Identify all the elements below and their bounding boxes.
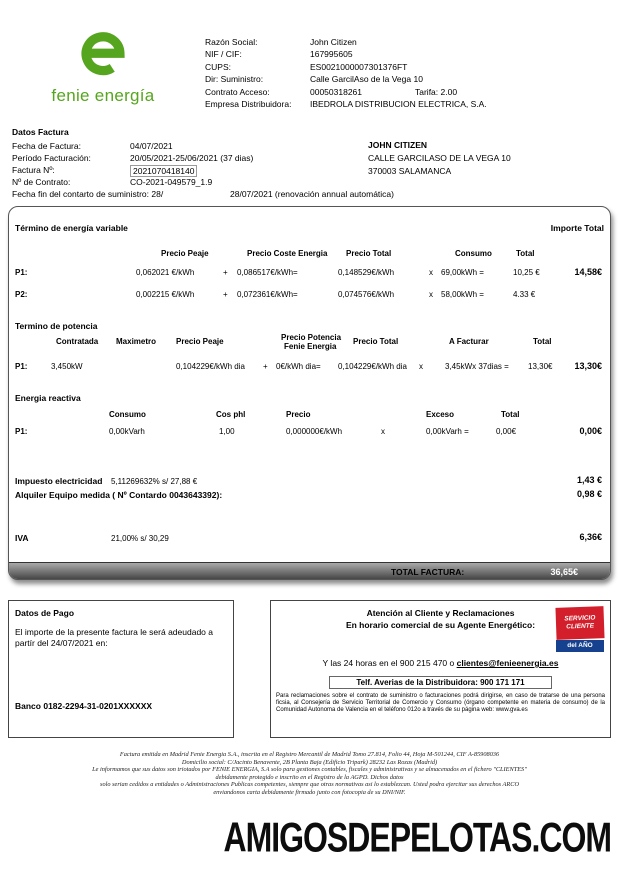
field-label: Empresa Distribuidora: [205, 98, 292, 109]
times-operator: x [429, 290, 433, 299]
p1-precio-peaje: 0,062021 €/kWh [136, 268, 195, 277]
times-operator: x [419, 362, 423, 371]
field-value: IBEDROLA DISTRIBUCION ELECTRICA, S.A. [310, 98, 487, 109]
reactiva-total: 0,00€ [496, 427, 517, 436]
potencia-row-label: P1: [15, 362, 28, 371]
factura-row-fecha [12, 141, 372, 153]
col-header-cos-phi: Cos phl [216, 410, 246, 419]
field-label: Factura Nº: [12, 165, 55, 175]
reactiva-row-label: P1: [15, 427, 28, 436]
p1-precio-total: 0,148529€/kWh [338, 268, 395, 277]
p2-precio-total: 0,074576€/kWh [338, 290, 395, 299]
iva-importe: 6,36€ [579, 532, 602, 542]
p1-row-label: P1: [15, 268, 28, 277]
field-label: Nº de Contrato: [12, 177, 71, 187]
col-header-maximetro: Maximetro [116, 337, 157, 346]
col-header-consumo: Consumo [109, 410, 146, 419]
potencia-total: 13,30€ [528, 362, 553, 371]
field-value: CO-2021-049579_1.9 [130, 177, 213, 187]
times-operator: x [381, 427, 385, 436]
atencion-cliente-box [270, 600, 611, 738]
col-header-precio: Precio [286, 410, 311, 419]
field-value: 04/07/2021 [130, 141, 173, 151]
field-label: CUPS: [205, 61, 231, 72]
potencia-title: Termino de potencia [15, 321, 98, 331]
company-info-block [205, 37, 610, 111]
plus-operator: + [223, 268, 228, 277]
info-row-cups [205, 62, 610, 74]
footer-line: Le informamos que sus datos son triotados por FENIE ENERGIA, S.A solo para gestiones contables, fiscales y administrativas y se almacenados en el fichero "CLIENTES" [92, 766, 527, 774]
reactiva-consumo: 0,00kVarh [109, 427, 145, 436]
footer-line: Domicilio social: C/Jacinto Benavente, 2B Planta Baja (Edificio Tripark) 28232 Las Rozas (Madrid) [181, 758, 438, 766]
badge-line-servicio: SERVICIO [564, 614, 596, 623]
col-header-total: Total [533, 337, 552, 346]
badge-line-cliente: CLIENTE [566, 622, 595, 631]
datos-pago-title: Datos de Pago [15, 608, 75, 618]
energia-variable-title: Término de energía variable [15, 223, 128, 233]
iva-calc: 21,00% s/ 30,29 [111, 534, 169, 543]
info-row-contrato-acceso [205, 87, 610, 99]
p2-precio-coste: 0,072361€/kWh= [237, 290, 298, 299]
col-header-total: Total [501, 410, 520, 419]
p1-total: 10,25 € [513, 268, 540, 277]
footer-line: solo serian cedidos a entidades o Administraciones Publicas competentes, siempre que otras normativas asi lo establezcan. Usted podra ejercitar sus derechos ARCO [100, 781, 519, 789]
times-operator: x [429, 268, 433, 277]
field-value: 00050318261 [310, 86, 363, 97]
payment-notice-text: El importe de la presente factura le será adeudado a partír del 24/07/2021 en: [15, 627, 213, 648]
impuesto-label: Impuesto electricidad [15, 476, 103, 486]
info-row-nif [205, 49, 610, 61]
award-badge-top [555, 606, 604, 640]
p1-precio-coste: 0,086517€/kWh= [237, 268, 298, 277]
col-header-precio-coste: Precio Coste Energia [247, 249, 328, 258]
impuesto-importe: 1,43 € [576, 475, 602, 485]
p1-consumo: 69,00kWh = [441, 268, 484, 277]
datos-pago-box [8, 600, 234, 738]
reactiva-cos-phi: 1,00 [219, 427, 235, 436]
p2-consumo: 58,00kWh = [441, 290, 484, 299]
email-link[interactable]: clientes@fenieenergia.es [456, 658, 559, 668]
reclamaciones-legal-text: Para reclamaciones sobre el contrato de suministro o facturaciones podrá dirigirse, en caso de tratarse de una persona ficsia, al Consejería de Servicio Territorial de Comercio y Consumo (órgano competente en materia de consumo) de la Comunidad Autonoma de Valencia en el teléfono 012o a través de su página web: www.gva.es [276, 693, 605, 713]
datos-factura-block [12, 141, 394, 201]
averias-line [271, 672, 610, 690]
factura-row-contrato [12, 177, 372, 189]
reactiva-title: Energia reactiva [15, 393, 81, 403]
total-factura-value: 36,65€ [550, 566, 578, 577]
field-label: Fecha de Factura: [12, 141, 81, 151]
info-row-razon-social [205, 37, 610, 49]
fenie-e-swirl-icon [64, 24, 142, 84]
factura-row-fecha-fin [12, 189, 394, 201]
reactiva-importe-total: 0,00€ [579, 426, 602, 436]
col-header-precio-peaje: Precio Peaje [176, 337, 224, 346]
field-label: Contrato Acceso: [205, 86, 270, 97]
col-header-contratada: Contratada [56, 337, 99, 346]
alquiler-importe: 0,98 € [576, 489, 602, 499]
field-label: Dir: Suministro: [205, 74, 264, 85]
field-label: Período Facturación: [12, 153, 91, 163]
footer-line: enviandonos carta debidamente firmado junto con fotocopia de su DNI/NIF. [213, 788, 406, 796]
customer-city: 370003 SALAMANCA [368, 166, 452, 176]
atencion-subtitle: En horario comercial de su Agente Energético: [345, 620, 536, 630]
phone-text: Y las 24 horas en el 900 215 470 o [322, 658, 457, 668]
total-factura-label: TOTAL FACTURA: [391, 567, 465, 577]
plus-operator: + [263, 362, 268, 371]
p2-total: 4.33 € [513, 290, 536, 299]
energia-importe-total: 14,58€ [574, 267, 602, 277]
field-label: NIF / CIF: [205, 49, 242, 60]
factura-row-periodo [12, 153, 372, 165]
tarifa-value: Tarifa: 2.00 [415, 86, 458, 97]
field-label: Razón Social: [205, 37, 258, 47]
col-header-precio-total: Precio Total [346, 249, 392, 258]
invoice-detail-box [8, 206, 611, 580]
col-header-exceso: Exceso [426, 410, 455, 419]
col-header-total: Total [516, 249, 535, 258]
invoice-number: 2021070418140 [130, 165, 197, 177]
footer-line: Factura emitida en Madrid Fenie Energia S.A., inscrita en el Registro Mercantil de Madrid Tomo 27.814, Folio 44, Hoja M-501244, CIF A-85908036 [119, 751, 500, 758]
potencia-precio-peaje: 0,104229€/kWh dia [176, 362, 245, 371]
plus-operator: + [223, 290, 228, 299]
field-value: 28/07/2021 (renovación annual automática) [230, 189, 394, 199]
field-value: John Citizen [310, 37, 357, 47]
col-header-a-facturar: A Facturar [449, 337, 489, 346]
field-value: ES0021000007301376FT [310, 61, 408, 72]
iva-label: IVA [15, 533, 29, 543]
bank-account: Banco 0182-2294-31-0201XXXXXX [15, 701, 153, 711]
customer-address-block [368, 140, 511, 176]
field-value: 167995605 [310, 49, 353, 60]
potencia-contratada: 3,450kW [51, 362, 83, 371]
alquiler-label: Alquiler Equipo medida ( Nº Contardo 0043643392): [15, 490, 223, 500]
field-value: 20/05/2021-25/06/2021 (37 dias) [130, 153, 254, 163]
watermark-text: AMIGOSDEPELOTAS.COM [223, 813, 611, 861]
potencia-a-facturar: 3,45kWx 37dias = [445, 362, 509, 371]
info-row-distribuidora [205, 99, 610, 111]
datos-factura-title: Datos Factura [12, 127, 69, 137]
customer-name: JOHN CITIZEN [368, 140, 428, 150]
potencia-importe-total: 13,30€ [574, 361, 602, 371]
impuesto-calc: 5,11269632% s/ 27,88 € [111, 477, 198, 486]
p2-row-label: P2: [15, 290, 28, 299]
footer-legal-block [0, 751, 619, 797]
averias-phone-box: Telf. Averias de la Distribuidora: 900 171 171 [329, 676, 551, 689]
atencion-title: Atención al Cliente y Reclamaciones [366, 608, 515, 618]
col-header-precio-total: Precio Total [353, 337, 399, 346]
fenie-energia-logo [28, 24, 178, 106]
col-header-consumo: Consumo [455, 249, 492, 258]
field-value: Calle GarcilAso de la Vega 10 [310, 74, 423, 85]
col-header-precio-peaje: Precio Peaje [161, 249, 209, 258]
info-row-suministro [205, 74, 610, 86]
factura-row-numero [12, 165, 372, 177]
service-award-badge [556, 607, 604, 652]
award-badge-ribbon: del AÑO [556, 640, 604, 652]
importe-total-header: Importe Total [550, 223, 604, 233]
col-header-fenie-energia: Fenie Energia [284, 342, 337, 351]
footer-line: debidamente protegido e inscrito en el Registro de la AGPD. Dichos datos [215, 773, 404, 781]
potencia-precio-fenie: 0€/kWh dia= [276, 362, 321, 371]
brand-name: fenie energía [51, 86, 155, 105]
field-label: Fecha fin del contarto de suministro: 28/ [12, 189, 164, 199]
reactiva-exceso: 0,00kVarh = [426, 427, 469, 436]
col-header-precio-potencia: Precio Potencia [281, 333, 342, 342]
potencia-precio-total: 0,104229€/kWh dia [338, 362, 407, 371]
contact-phone-line [271, 658, 610, 668]
customer-address: CALLE GARCILASO DE LA VEGA 10 [368, 153, 511, 163]
p2-precio-peaje: 0,002215 €/kWh [136, 290, 195, 299]
reactiva-precio: 0,000000€/kWh [286, 427, 343, 436]
total-factura-bar [9, 562, 610, 579]
